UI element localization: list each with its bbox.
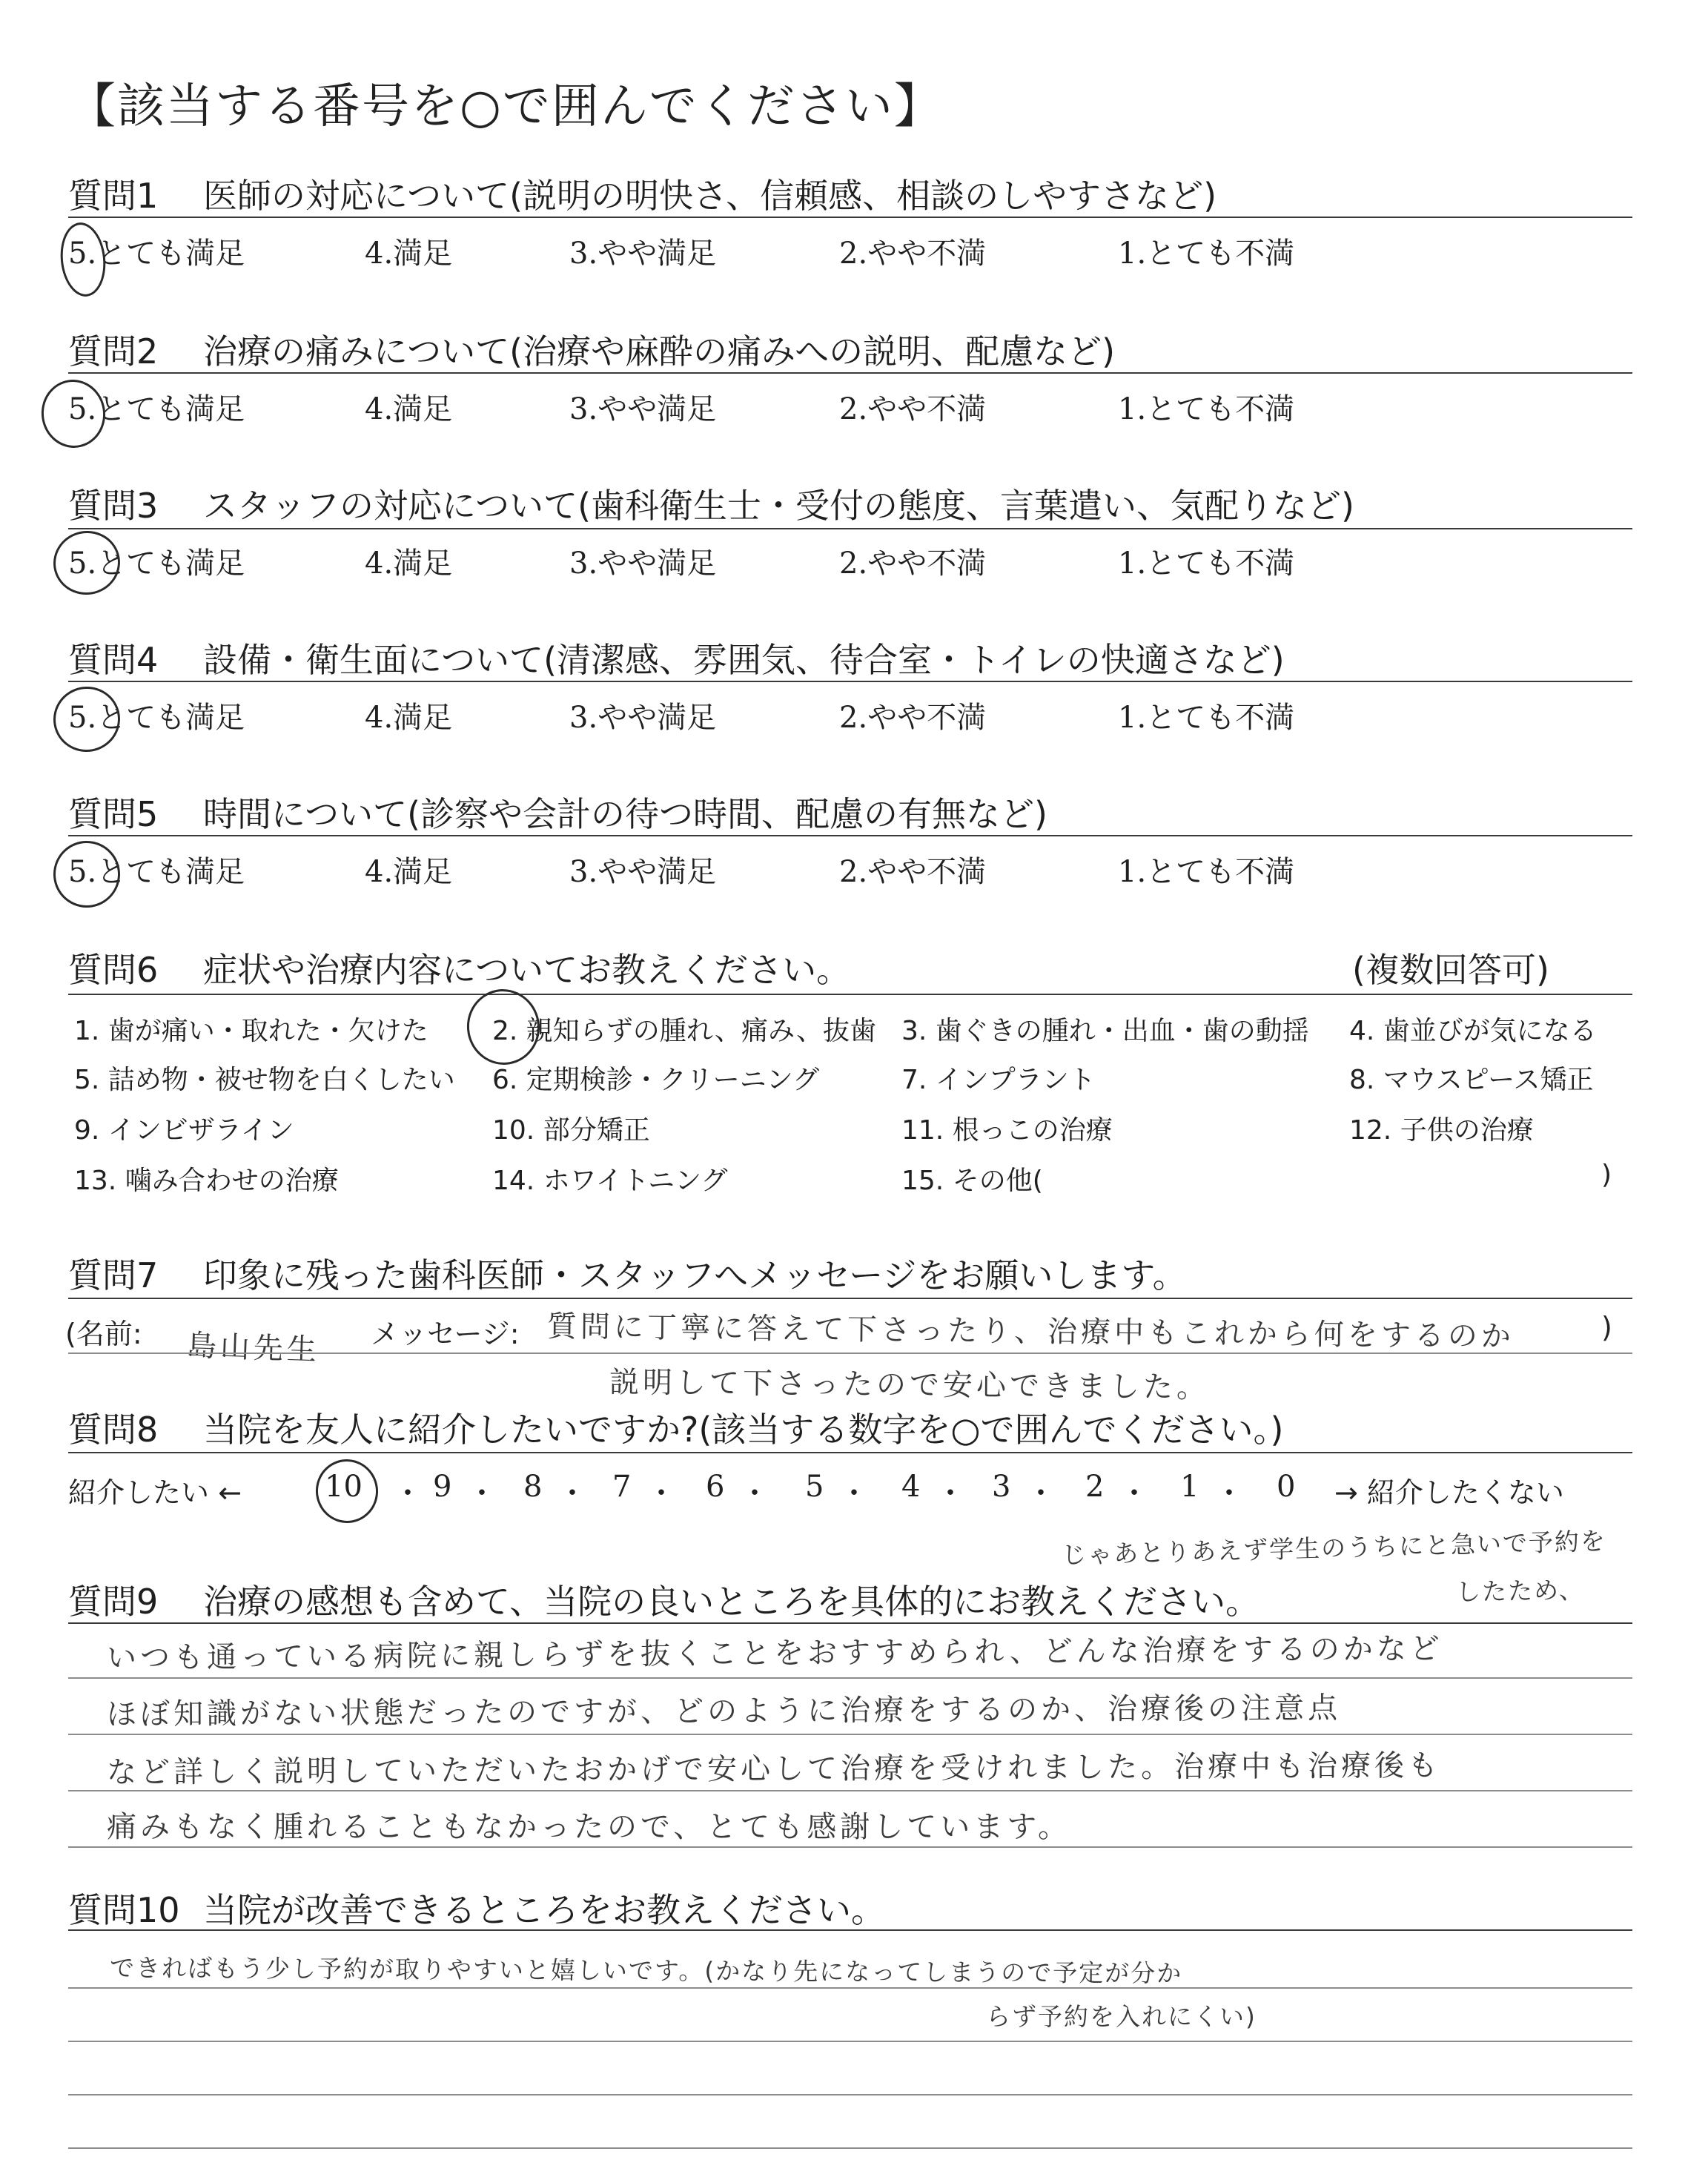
q6-option-15[interactable]: 15. その他( [901, 1166, 1043, 1196]
question-3-text: スタッフの対応について(歯科衛生士・受付の態度、言葉遣い、気配りなど) [203, 486, 1354, 526]
question-6-multiple-note: (複数回答可) [1352, 950, 1549, 990]
question-1-title [68, 169, 1217, 218]
q8-value-10[interactable]: 10 [325, 1470, 363, 1504]
q3-option-3[interactable]: 3.やや満足 [569, 546, 717, 581]
question-10-text: 当院が改善できるところをお教えください。 [203, 1890, 885, 1930]
q7-close-paren: ) [1601, 1311, 1612, 1344]
question-2-number: 質問2 [68, 331, 159, 371]
q7-message-line-2[interactable]: 説明して下さったので安心できました。 [609, 1365, 1211, 1405]
q8-value-2[interactable]: 2 [1085, 1470, 1105, 1504]
q6-option-7[interactable]: 7. インプラント [901, 1065, 1096, 1095]
q6-option-11[interactable]: 11. 根っこの治療 [901, 1115, 1113, 1146]
q8-right-label: → 紹介したくない [1334, 1476, 1564, 1509]
q7-name-label: (名前: [65, 1318, 142, 1350]
q5-option-4[interactable]: 4.満足 [365, 855, 453, 889]
question-8-text: 当院を友人に紹介したいですか?(該当する数字を○で囲んでください。) [203, 1410, 1284, 1450]
q6-option-9[interactable]: 9. インビザライン [74, 1115, 294, 1146]
q6-answer-circle [461, 983, 546, 1070]
q8-dot: ・ [467, 1476, 497, 1510]
q8-dot: ・ [740, 1476, 769, 1510]
question-4-title [68, 633, 1285, 682]
question-7-number: 質問7 [68, 1255, 159, 1295]
q9-answer-line-1[interactable]: いつも通っている病院に親しらずを抜くことをおすすめられ、どんな治療をするのかなど [106, 1631, 1443, 1676]
question-3-rule [68, 528, 1632, 529]
q8-dot: ・ [839, 1476, 869, 1510]
q8-value-6[interactable]: 6 [706, 1470, 725, 1504]
q1-option-5[interactable]: 5.とても満足 [68, 237, 245, 271]
q2-option-3[interactable]: 3.やや満足 [569, 392, 717, 426]
q4-answer-circle [48, 681, 125, 757]
q9-answer-line-2[interactable]: ほぼ知識がない状態だったのですが、どのように治療をするのか、治療後の注意点 [106, 1691, 1342, 1732]
q10-answer-line-1[interactable]: できればもう少し予約が取りやすいと嬉しいです。(かなり先になってしまうので予定が分か [109, 1953, 1183, 1988]
q2-option-2[interactable]: 2.やや不満 [839, 392, 987, 426]
q6-option-8[interactable]: 8. マウスピース矯正 [1349, 1065, 1594, 1095]
survey-title: 【該当する番号を○で囲んでください】 [68, 79, 943, 134]
q6-option-6[interactable]: 6. 定期検診・クリーニング [492, 1065, 820, 1095]
q9-line-1 [68, 1677, 1632, 1679]
question-9-text: 治療の感想も含めて、当院の良いところを具体的にお教えください。 [203, 1582, 1260, 1622]
question-7-title [68, 1249, 1187, 1298]
q5-option-2[interactable]: 2.やや不満 [839, 855, 987, 889]
q9-line-2 [68, 1734, 1632, 1735]
question-9-number: 質問9 [68, 1582, 159, 1622]
question-7-text: 印象に残った歯科医師・スタッフへメッセージをお願いします。 [203, 1255, 1187, 1295]
question-9-title [68, 1575, 1260, 1624]
q1-option-4[interactable]: 4.満足 [365, 237, 453, 271]
q8-value-0[interactable]: 0 [1277, 1470, 1296, 1504]
q6-option-3[interactable]: 3. 歯ぐきの腫れ・出血・歯の動揺 [901, 1016, 1309, 1046]
q2-option-1[interactable]: 1.とても不満 [1118, 392, 1295, 426]
question-10-title [68, 1883, 885, 1932]
question-6-rule [68, 994, 1632, 995]
q6-option-13[interactable]: 13. 噛み合わせの治療 [74, 1166, 339, 1196]
q5-option-3[interactable]: 3.やや満足 [569, 855, 717, 889]
question-7-rule [68, 1298, 1632, 1299]
question-1-rule [68, 217, 1632, 218]
question-5-number: 質問5 [68, 794, 159, 834]
question-1-text: 医師の対応について(説明の明快さ、信頼感、相談のしやすさなど) [203, 176, 1217, 216]
q8-dot: ・ [1026, 1476, 1056, 1510]
question-8-rule [68, 1452, 1632, 1453]
q8-dot: ・ [646, 1476, 676, 1510]
question-6-title [68, 943, 850, 992]
q7-message-line-1[interactable]: 質問に丁寧に答えて下さったり、治療中もこれから何をするのか [546, 1309, 1515, 1354]
q9-answer-line-4[interactable]: 痛みもなく腫れることもなかったので、とても感謝しています。 [107, 1810, 1071, 1844]
q4-option-1[interactable]: 1.とても不満 [1118, 701, 1295, 735]
q8-value-5[interactable]: 5 [805, 1470, 824, 1504]
question-6-number: 質問6 [68, 950, 159, 990]
q3-option-4[interactable]: 4.満足 [365, 546, 453, 581]
q3-option-1[interactable]: 1.とても不満 [1118, 546, 1295, 581]
q6-other-close-paren: ) [1601, 1160, 1612, 1190]
q9-line-3 [68, 1790, 1632, 1791]
question-10-number: 質問10 [68, 1890, 180, 1930]
q1-option-3[interactable]: 3.やや満足 [569, 237, 717, 271]
q4-option-3[interactable]: 3.やや満足 [569, 701, 717, 735]
q10-line-3 [68, 2094, 1632, 2095]
q2-option-5[interactable]: 5.とても満足 [68, 392, 245, 426]
q3-answer-circle [48, 526, 125, 600]
q8-value-7[interactable]: 7 [612, 1470, 632, 1504]
q8-value-8[interactable]: 8 [523, 1470, 543, 1504]
q7-message-label: メッセージ: [371, 1318, 520, 1350]
q9-line-4 [68, 1846, 1632, 1848]
question-5-rule [68, 835, 1632, 836]
q6-option-14[interactable]: 14. ホワイトニング [492, 1166, 728, 1196]
q8-dot: ・ [393, 1476, 423, 1510]
q4-option-4[interactable]: 4.満足 [365, 701, 453, 735]
q8-value-1[interactable]: 1 [1180, 1470, 1199, 1504]
question-2-title [68, 325, 1115, 374]
q9-insert-line-2[interactable]: したため、 [1455, 1575, 1586, 1607]
question-4-text: 設備・衛生面について(清潔感、雰囲気、待合室・トイレの快適さなど) [203, 640, 1285, 680]
q10-line-2 [68, 2041, 1632, 2042]
q8-dot: ・ [1119, 1476, 1149, 1510]
q5-option-5[interactable]: 5.とても満足 [68, 855, 245, 889]
q8-dot: ・ [557, 1476, 587, 1510]
q5-answer-circle [48, 836, 125, 913]
q5-option-1[interactable]: 1.とても不満 [1118, 855, 1295, 889]
question-5-text: 時間について(診察や会計の待つ時間、配慮の有無など) [203, 794, 1047, 834]
q10-answer-line-2[interactable]: らず予約を入れにくい) [986, 2002, 1257, 2031]
q4-option-2[interactable]: 2.やや不満 [839, 701, 987, 735]
q8-value-3[interactable]: 3 [992, 1470, 1011, 1504]
q9-insert-line-1[interactable]: じゃあとりあえず学生のうちにと急いで予約を [1061, 1526, 1607, 1570]
q7-name-value[interactable]: 島山先生 [186, 1328, 321, 1368]
q4-option-5[interactable]: 5.とても満足 [68, 701, 245, 735]
q9-answer-line-3[interactable]: など詳しく説明していただいたおかげで安心して治療を受けれました。治療中も治療後も [106, 1748, 1442, 1790]
question-10-rule [68, 1929, 1632, 1931]
q6-option-5[interactable]: 5. 詰め物・被せ物を白くしたい [74, 1065, 455, 1095]
question-2-text: 治療の痛みについて(治療や麻酔の痛みへの説明、配慮など) [203, 331, 1116, 371]
q1-option-2[interactable]: 2.やや不満 [839, 237, 987, 271]
question-3-title [68, 479, 1354, 528]
question-6-text: 症状や治療内容についてお教えください。 [203, 950, 851, 990]
q10-line-1 [68, 1987, 1632, 1989]
q8-value-9[interactable]: 9 [433, 1470, 452, 1504]
question-9-rule [68, 1622, 1632, 1624]
question-3-number: 質問3 [68, 486, 159, 526]
question-8-title [68, 1403, 1283, 1452]
q6-option-10[interactable]: 10. 部分矯正 [492, 1115, 650, 1146]
question-4-rule [68, 681, 1632, 682]
q8-left-label: 紹介したい ← [68, 1476, 242, 1509]
q8-answer-circle [311, 1456, 382, 1527]
q8-dot: ・ [936, 1476, 965, 1510]
q6-option-4[interactable]: 4. 歯並びが気になる [1349, 1016, 1597, 1046]
q7-line-2 [68, 1353, 1632, 1354]
q1-option-1[interactable]: 1.とても不満 [1118, 237, 1295, 271]
q2-option-4[interactable]: 4.満足 [365, 392, 453, 426]
question-2-rule [68, 372, 1632, 374]
q10-line-4 [68, 2147, 1632, 2149]
q6-option-12[interactable]: 12. 子供の治療 [1349, 1115, 1534, 1146]
q3-option-2[interactable]: 2.やや不満 [839, 546, 987, 581]
q8-dot: ・ [1214, 1476, 1244, 1510]
question-4-number: 質問4 [68, 640, 159, 680]
q8-value-4[interactable]: 4 [901, 1470, 921, 1504]
q3-option-5[interactable]: 5.とても満足 [68, 546, 245, 581]
q6-option-2[interactable]: 2. 親知らずの腫れ、痛み、抜歯 [492, 1016, 877, 1046]
question-5-title [68, 787, 1047, 836]
question-1-number: 質問1 [68, 176, 159, 216]
question-8-number: 質問8 [68, 1410, 159, 1450]
q6-option-1[interactable]: 1. 歯が痛い・取れた・欠けた [74, 1016, 428, 1046]
